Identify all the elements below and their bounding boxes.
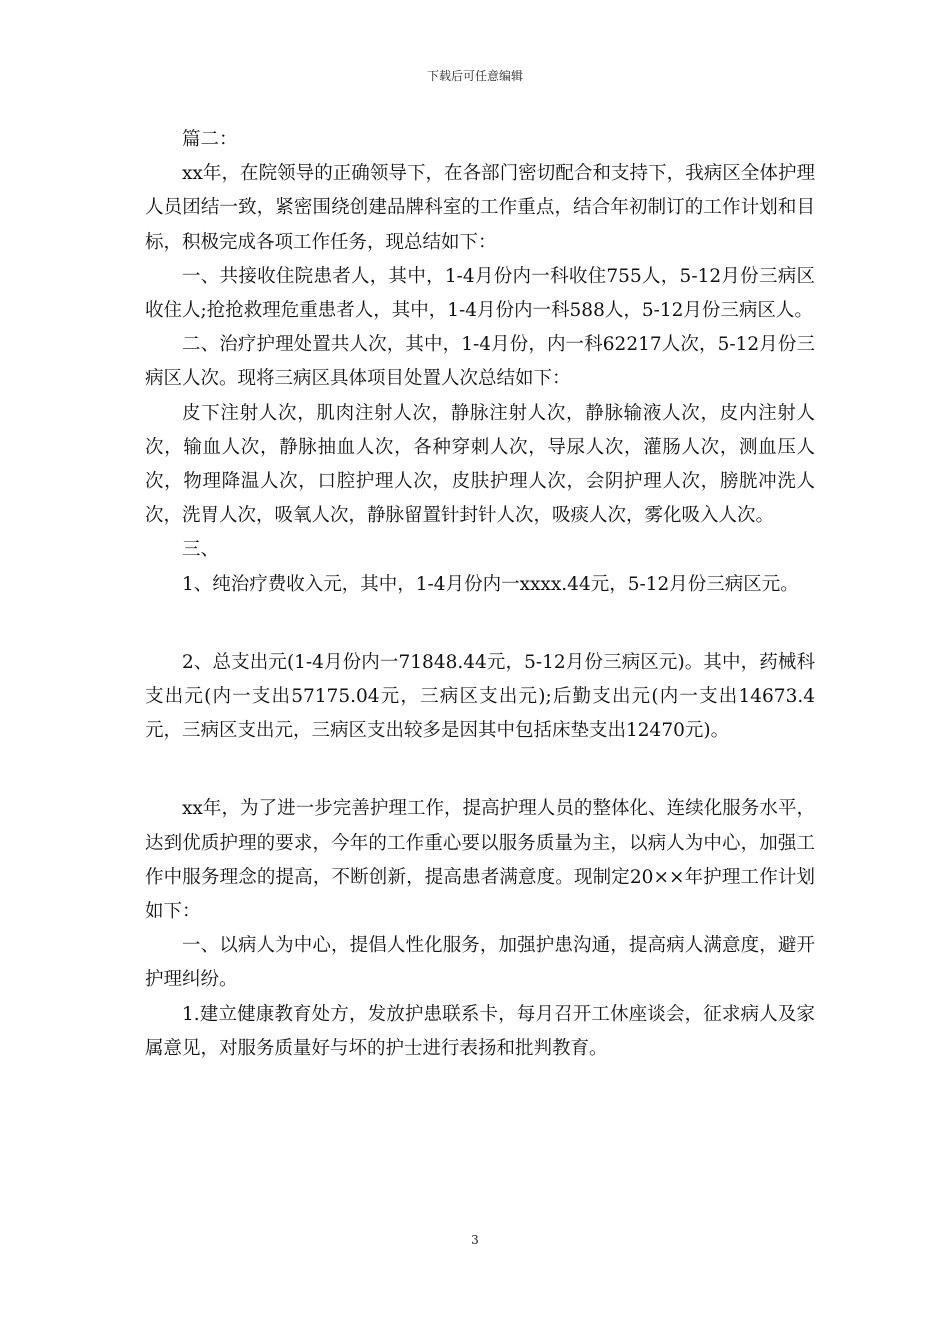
paragraph-procedures: 皮下注射人次，肌肉注射人次，静脉注射人次，静脉输液人次，皮内注射人次，输血人次，静脉抽血人次，各种穿刺人次，导尿人次，灌肠人次，测血压人次，物理降温人次，口腔护理人次，皮肤护理人次，会阴护理人次，膀胱冲洗人次，洗胃人次，吸氧人次，静脉留置针封针人次，吸痰人次，雾化吸入人次。: [145, 402, 815, 527]
paragraph-plan-intro: xx年，为了进一步完善护理工作，提高护理人员的整体化、连续化服务水平，达到优质护理的要求，今年的工作重心要以服务质量为主，以病人为中心，加强工作中服务理念的提高，不断创新，提高患者满意度。现制定20××年护理工作计划如下：: [145, 798, 815, 923]
paragraph-section-three: 三、: [182, 539, 220, 561]
page-header: 下载后可任意编辑: [426, 69, 523, 83]
paragraph-admissions: 一、共接收住院患者人，其中，1-4月份内一科收住755人，5-12月份三病区收住人;抢抢救理危重患者人，其中，1-4月份内一科588人，5-12月份三病区人。: [145, 265, 815, 322]
paragraph-intro: xx年，在院领导的正确领导下，在各部门密切配合和支持下，我病区全体护理人员团结一致，紧密围绕创建品牌科室的工作重点，结合年初制订的工作计划和目标，积极完成各项工作任务，现总结如下：: [145, 163, 815, 253]
paragraph-income: 1、纯治疗费收入元，其中，1-4月份内一xxxx.44元，5-12月份三病区元。: [182, 573, 799, 595]
paragraph-plan-item-one: 1.建立健康教育处方，发放护患联系卡，每月召开工休座谈会，征求病人及家属意见，对服务质量好与坏的护士进行表扬和批判教育。: [145, 1003, 815, 1059]
page-number: 3: [471, 1233, 479, 1247]
document-body: [145, 123, 815, 1066]
paragraph-expenditure: 2、总支出元(1-4月份内一71848.44元，5-12月份三病区元)。其中，药械科支出元(内一支出57175.04元，三病区支出元);后勤支出元(内一支出14673.4元，三病区支出元，三病区支出较多是因其中包括床垫支出12470元)。: [145, 651, 815, 742]
paragraph-treatment: 二、治疗护理处置共人次，其中，1-4月份，内一科62217人次，5-12月份三病区人次。现将三病区具体项目处置人次总结如下：: [145, 334, 815, 390]
paragraph-plan-point-one: 一、以病人为中心，提倡人性化服务，加强护患沟通，提高病人满意度，避开护理纠纷。: [145, 935, 815, 991]
section-title: 篇二：: [182, 129, 238, 150]
